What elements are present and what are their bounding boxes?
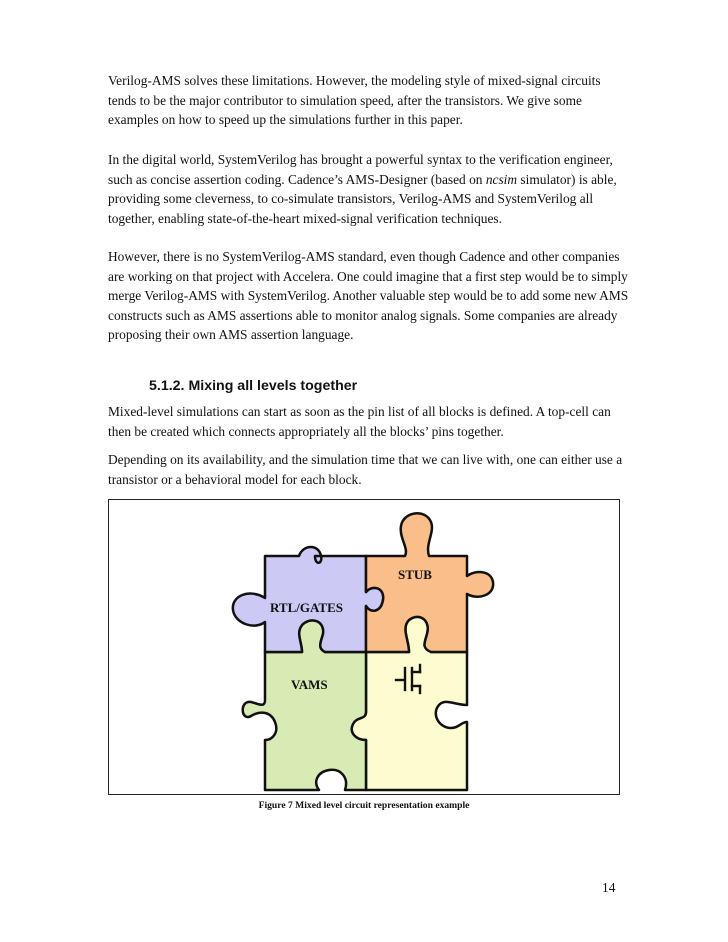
figure-frame (108, 499, 620, 795)
paragraph-2-text-a: In the digital world, SystemVerilog has brought a powerful syntax to the verification engineer, such as concise assertion coding. Cadence’s AMS-Designer (based on (108, 152, 613, 187)
paragraph-2-text-b: simulator) is able, providing some cleverness, to co-simulate transistors, Verilog-AMS and SystemVerilog all together, enabling state-of-the-heart mixed-signal verification techniques. (108, 171, 617, 226)
rtl-gates-label: RTL/GATES (270, 600, 343, 615)
page-number: 14 (602, 880, 616, 895)
paragraph-5: Depending on its availability, and the simulation time that we can live with, one can either use a transistor or a behavioral model for each block. (108, 452, 623, 487)
paragraph-1: Verilog-AMS solves these limitations. However, the modeling style of mixed-signal circuits tends to be the major contributor to simulation speed, after the transistors. We give some examples on how to speed up the simulations further in this paper. (108, 73, 601, 128)
paragraph-2 (108, 150, 630, 228)
paragraph-4: Mixed-level simulations can start as soon as the pin list of all blocks is defined. A top-cell can then be created which connects appropriately all the blocks’ pins together. (108, 404, 611, 439)
stub-puzzle-piece (366, 513, 493, 652)
puzzle-figure (109, 500, 621, 796)
figure-caption: Figure 7 Mixed level circuit representation example (258, 800, 470, 811)
paragraph-3: However, there is no SystemVerilog-AMS standard, even though Cadence and other companies are working on that project with Accelera. One could imagine that a first step would be to simply merge Verilog-AMS with SystemVerilog. Another valuable step would be to add some new AMS constructs such as AMS assertions able to monitor analog signals. Some companies are already proposing their own AMS assertion language. (108, 249, 629, 343)
paragraph-2-italic: ncsim (485, 171, 518, 187)
vams-label: VAMS (291, 677, 328, 692)
section-heading: 5.1.2. Mixing all levels together (149, 378, 358, 394)
stub-label: STUB (398, 567, 432, 582)
